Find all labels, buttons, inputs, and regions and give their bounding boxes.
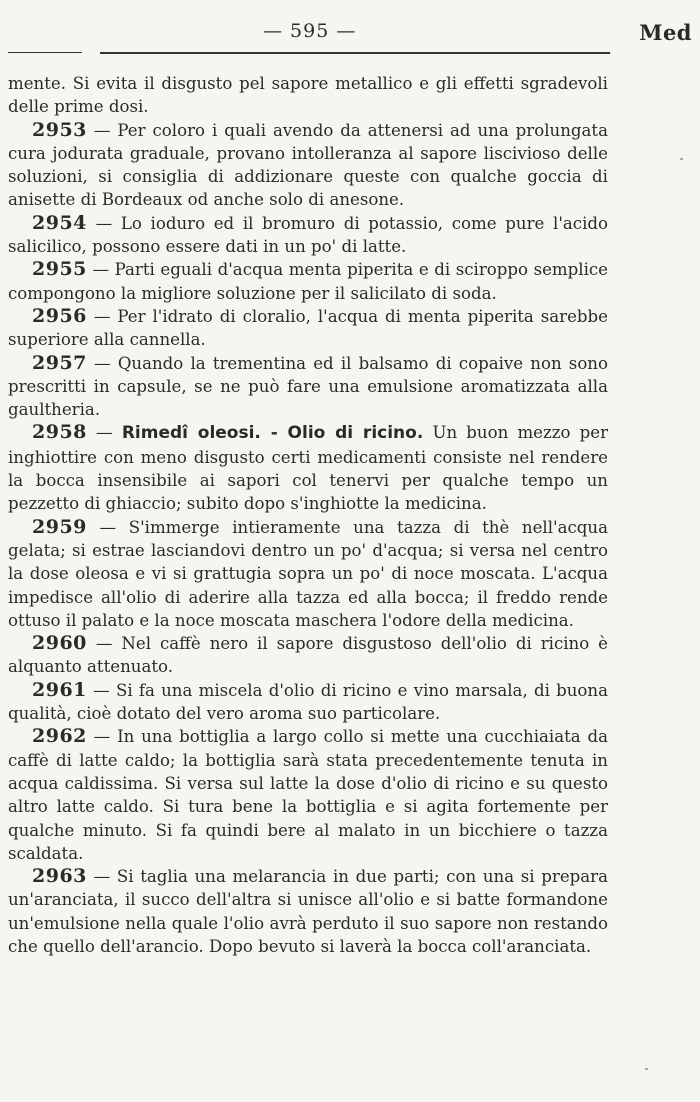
entry-number: 2956 (32, 304, 87, 327)
entry-paragraph (8, 212, 608, 259)
entry-text: Per l'idrato di cloralio, l'acqua di menta piperita sarebbe superiore alla cannella. (8, 306, 608, 350)
entry-separator: — (86, 423, 122, 443)
entry-separator: — (86, 867, 117, 887)
entry-text: Per coloro i quali avendo da attenersi ad una prolungata cura jodurata graduale, provano intolleranza al sapore liscivioso delle soluzioni, si consiglia di addizionare queste con qualche goccia di anisette di Bordeaux od anche solo di anesone. (8, 120, 608, 210)
entry-separator: — (86, 727, 118, 747)
entry-number: 2954 (32, 211, 87, 234)
entry-separator: — (86, 517, 129, 537)
entry-paragraph (8, 258, 608, 305)
section-subheading: Rimedî oleosi. - Olio di ricino. (121, 423, 424, 444)
margin-speck (645, 1068, 648, 1070)
entry-separator: — (86, 306, 118, 326)
entry-separator: — (86, 260, 115, 280)
page-number: — 595 — (263, 20, 357, 42)
entry-paragraph (8, 865, 608, 958)
margin-speck (680, 158, 683, 160)
entry-separator: — (86, 120, 118, 140)
page-number-value: 595 (290, 20, 330, 42)
entry-separator: — (86, 213, 121, 233)
header-rule-left (8, 52, 82, 53)
entry-paragraph (8, 305, 608, 352)
entry-text: S'immerge intieramente una tazza di thè nell'acqua gelata; si estrae lasciandovi dentro un po' d'acqua; si versa nel centro la dose oleosa e vi si grattugia sopra un po' di noce moscata. L'acqua impedisce all'olio di aderire alla tazza ed alla bocca; il freddo rende ottuso il palato e la noce moscata maschera l'odore della medicina. (8, 517, 608, 630)
entry-number: 2960 (32, 632, 87, 655)
entry-separator: — (86, 680, 116, 700)
entry-separator: — (86, 353, 118, 373)
body-text (8, 72, 608, 958)
entry-number: 2962 (32, 725, 87, 748)
running-head: Med (639, 20, 692, 45)
page-header (8, 18, 692, 56)
entry-number: 2958 (32, 421, 87, 444)
entry-paragraph (8, 352, 608, 422)
entry-text: Nel caffè nero il sapore disgustoso dell'olio di ricino è alquanto attenuato. (8, 634, 608, 677)
entry-paragraph (8, 421, 608, 515)
entry-number: 2955 (32, 258, 87, 281)
continuation-paragraph: mente. Si evita il disgusto pel sapore metallico e gli effetti sgradevoli delle prime dosi. (8, 74, 608, 117)
entry-number: 2959 (32, 515, 87, 538)
entry-number: 2957 (32, 351, 87, 374)
entry-text: Parti eguali d'acqua menta piperita e di sciroppo semplice compongono la migliore soluzione per il salicilato di soda. (8, 260, 608, 303)
entry-text: Quando la trementina ed il balsamo di copaive non sono prescritti in capsule, se ne può fare una emulsione aromatizzata alla gaultheria. (8, 353, 608, 420)
entry-text: Si fa una miscela d'olio di ricino e vino marsala, di buona qualità, cioè dotato del vero aroma suo particolare. (8, 680, 608, 724)
entry-paragraph (8, 725, 608, 865)
entry-number: 2953 (32, 118, 87, 141)
entry-separator: — (86, 634, 122, 654)
entry-paragraph (8, 632, 608, 679)
header-rule (100, 52, 610, 54)
entry-text: Si taglia una melarancia in due parti; con una si prepara un'aranciata, il succo dell'altra si unisce all'olio e si batte formandone un'emulsione nella quale l'olio avrà perduto il suo sapore non restando che quello dell'arancio. Dopo bevuto si laverà la bocca coll'aranciata. (8, 867, 608, 956)
entry-paragraph (8, 119, 608, 212)
entry-paragraph (8, 516, 608, 632)
entry-paragraph (8, 679, 608, 726)
entry-text: In una bottiglia a largo collo si mette una cucchiaiata da caffè di latte caldo; la bottiglia sarà stata precedentemente tenuta in acqua caldissima. Si versa sul latte la dose d'olio di ricino e su questo altro latte caldo. Si tura bene la bottiglia e si agita fortemente per qualche minuto. Si fa quindi bere al malato in un bicchiere o tazza scaldata. (8, 727, 608, 863)
entry-text: Lo ioduro ed il bromuro di potassio, come pure l'acido salicilico, possono essere dati in un po' di latte. (8, 213, 608, 257)
entry-number: 2961 (32, 678, 87, 701)
entry-text: Un buon mezzo per inghiottire con meno disgusto certi medicamenti consiste nel rendere la bocca insensibile ai sapori col tenervi per qualche tempo un pezzetto di ghiaccio; subito dopo s'inghiotte la medicina. (8, 423, 609, 514)
entries-list (8, 119, 608, 959)
entry-number: 2963 (32, 865, 87, 888)
